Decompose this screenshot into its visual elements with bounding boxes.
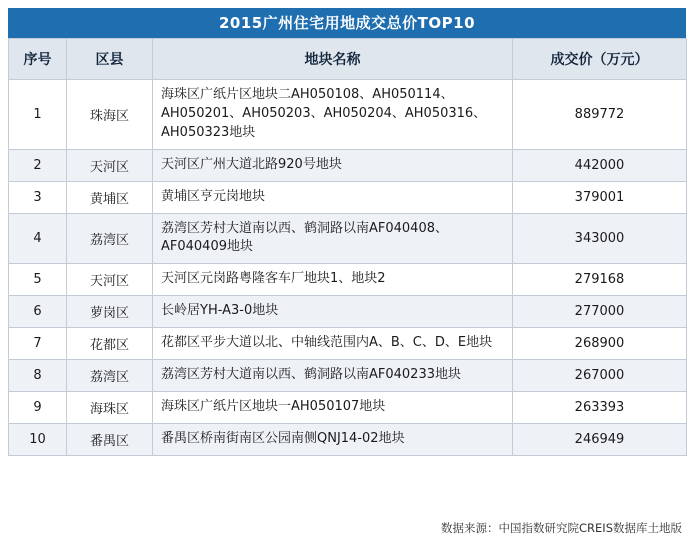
column-header-parcel-name: 地块名称 — [153, 39, 513, 80]
cell-district: 海珠区 — [67, 392, 153, 424]
table-row — [9, 264, 687, 296]
table-row — [9, 392, 687, 424]
table-row — [9, 181, 687, 213]
column-header-index: 序号 — [9, 39, 67, 80]
cell-district: 荔湾区 — [67, 360, 153, 392]
cell-district: 黄埔区 — [67, 181, 153, 213]
table-row — [9, 149, 687, 181]
table-row — [9, 296, 687, 328]
cell-index: 4 — [9, 213, 67, 264]
column-header-price: 成交价（万元） — [513, 39, 687, 80]
cell-price: 277000 — [513, 296, 687, 328]
cell-index: 9 — [9, 392, 67, 424]
cell-parcel-name: 天河区广州大道北路920号地块 — [153, 149, 513, 181]
cell-index: 2 — [9, 149, 67, 181]
cell-index: 8 — [9, 360, 67, 392]
cell-parcel-name: 海珠区广纸片区地块二AH050108、AH050114、AH050201、AH050203、AH050204、AH050316、AH050323地块 — [153, 80, 513, 150]
table-header — [9, 39, 687, 80]
cell-index: 6 — [9, 296, 67, 328]
cell-parcel-name: 荔湾区芳村大道南以西、鹤洞路以南AF040233地块 — [153, 360, 513, 392]
table-row — [9, 360, 687, 392]
cell-parcel-name: 长岭居YH-A3-0地块 — [153, 296, 513, 328]
cell-parcel-name: 荔湾区芳村大道南以西、鹤洞路以南AF040408、AF040409地块 — [153, 213, 513, 264]
cell-district: 天河区 — [67, 264, 153, 296]
table-row — [9, 213, 687, 264]
cell-price: 246949 — [513, 424, 687, 456]
ranking-table — [8, 38, 687, 456]
cell-price: 442000 — [513, 149, 687, 181]
cell-index: 5 — [9, 264, 67, 296]
page-title: 2015广州住宅用地成交总价TOP10 — [8, 8, 686, 38]
cell-price: 279168 — [513, 264, 687, 296]
cell-district: 萝岗区 — [67, 296, 153, 328]
table-row — [9, 80, 687, 150]
table-body — [9, 80, 687, 456]
cell-price: 379001 — [513, 181, 687, 213]
cell-parcel-name: 番禺区桥南街南区公园南侧QNJ14-02地块 — [153, 424, 513, 456]
cell-price: 263393 — [513, 392, 687, 424]
cell-index: 3 — [9, 181, 67, 213]
cell-parcel-name: 黄埔区亨元岗地块 — [153, 181, 513, 213]
cell-price: 267000 — [513, 360, 687, 392]
cell-district: 荔湾区 — [67, 213, 153, 264]
table-row — [9, 424, 687, 456]
cell-price: 268900 — [513, 328, 687, 360]
cell-district: 天河区 — [67, 149, 153, 181]
cell-parcel-name: 花都区平步大道以北、中轴线范围内A、B、C、D、E地块 — [153, 328, 513, 360]
cell-index: 7 — [9, 328, 67, 360]
cell-price: 889772 — [513, 80, 687, 150]
cell-parcel-name: 海珠区广纸片区地块一AH050107地块 — [153, 392, 513, 424]
column-header-district: 区县 — [67, 39, 153, 80]
cell-district: 番禺区 — [67, 424, 153, 456]
cell-district: 珠海区 — [67, 80, 153, 150]
cell-parcel-name: 天河区元岗路粤隆客车厂地块1、地块2 — [153, 264, 513, 296]
cell-price: 343000 — [513, 213, 687, 264]
data-source-note: 数据来源：中国指数研究院CREIS数据库土地版 — [441, 521, 682, 535]
cell-index: 10 — [9, 424, 67, 456]
cell-district: 花都区 — [67, 328, 153, 360]
cell-index: 1 — [9, 80, 67, 150]
table-row — [9, 328, 687, 360]
table-header-row — [9, 39, 687, 80]
